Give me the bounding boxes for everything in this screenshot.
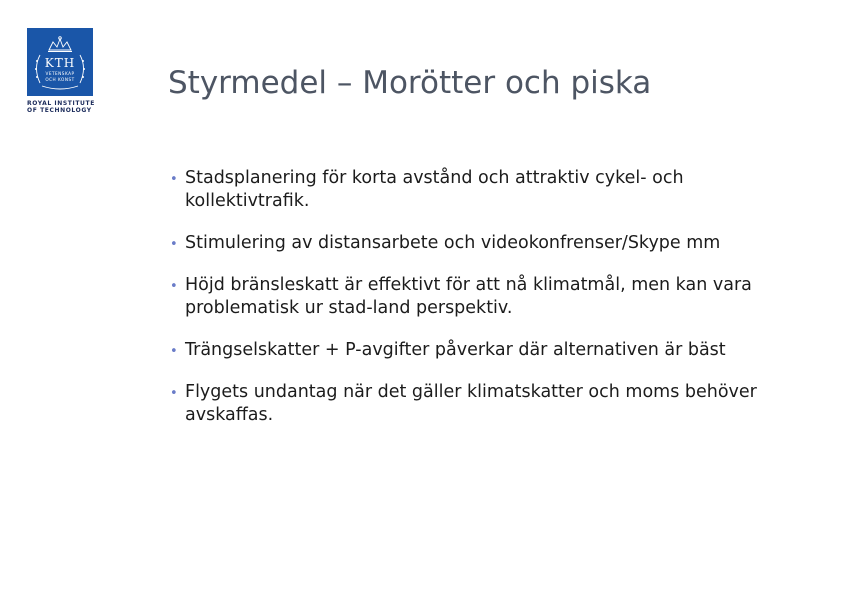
bullet-text: Stadsplanering för korta avstånd och attraktiv cykel- och kollektivtrafik. xyxy=(185,168,684,211)
bullet-item xyxy=(168,339,808,362)
bullet-text: Trängselskatter + P-avgifter påverkar där alternativen är bäst xyxy=(185,340,726,360)
logo-kth-text: KTH xyxy=(44,56,76,70)
logo-caption-line-2: OF TECHNOLOGY xyxy=(27,107,92,114)
bullet-dot-icon: • xyxy=(170,237,178,252)
slide-title: Styrmedel – Morötter och piska xyxy=(168,65,652,101)
bullet-dot-icon: • xyxy=(170,386,178,401)
bullet-text: Höjd bränsleskatt är effektivt för att nå klimatmål, men kan vara problematisk ur stad-land perspektiv. xyxy=(185,275,752,318)
logo-caption xyxy=(27,100,97,114)
bullet-item xyxy=(168,232,808,255)
logo-line-1: VETENSKAP xyxy=(45,71,75,76)
bullet-item xyxy=(168,381,808,427)
bullet-dot-icon: • xyxy=(170,279,178,294)
kth-logo xyxy=(27,28,93,96)
bullet-list xyxy=(168,167,808,446)
logo-caption-line-1: ROYAL INSTITUTE xyxy=(27,100,95,107)
bullet-dot-icon: • xyxy=(170,344,178,359)
bullet-item xyxy=(168,274,808,320)
bullet-text: Stimulering av distansarbete och videokonfrenser/Skype mm xyxy=(185,233,721,253)
logo-line-2: OCH KONST xyxy=(45,77,75,82)
bullet-item xyxy=(168,167,808,213)
kth-crest-icon xyxy=(27,28,93,96)
bullet-text: Flygets undantag när det gäller klimatskatter och moms behöver avskaffas. xyxy=(185,382,757,425)
bullet-dot-icon: • xyxy=(170,172,178,187)
